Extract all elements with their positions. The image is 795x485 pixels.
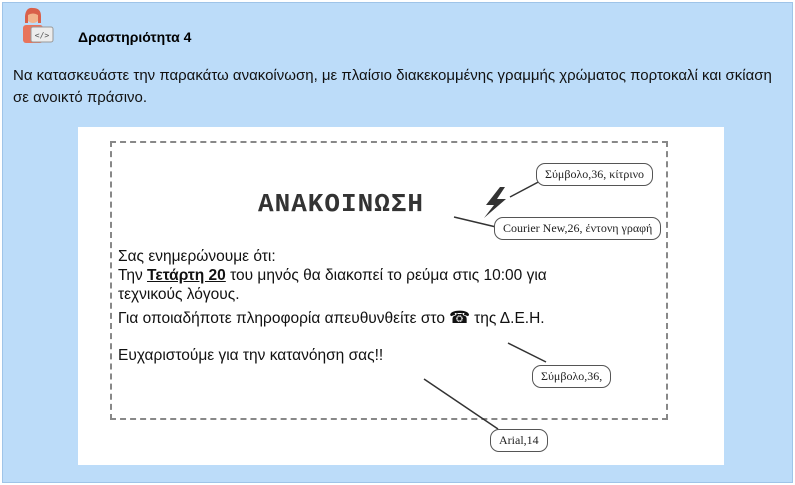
svg-text:</>: </>	[34, 31, 50, 40]
callout-symbol-36: Σύμβολο,36,	[532, 365, 611, 388]
activity-panel	[2, 2, 793, 483]
telephone-icon: ☎	[448, 308, 471, 327]
day-highlight: Τετάρτη 20	[147, 267, 226, 284]
instructions-text: Να κατασκευάστε την παρακάτω ανακοίνωση, με πλαίσιο διακεκομμένης γραμμής χρώματος πορτοκαλί και σκίαση σε ανοικτό πράσινο.	[13, 67, 772, 106]
body-line-3: τεχνικούς λόγους.	[118, 286, 240, 303]
leader-symbol-36	[508, 343, 546, 362]
leader-arial	[424, 379, 498, 429]
leader-courier	[454, 217, 496, 227]
body-line-2: Την Τετάρτη 20 του μηνός θα διακοπεί το ρεύμα στις 10:00 για	[118, 267, 547, 284]
body-line-1: Σας ενημερώνουμε ότι:	[118, 248, 276, 265]
callout-symbol-yellow: Σύμβολο,36, κίτρινο	[536, 163, 653, 186]
callout-arial: Arial,14	[490, 429, 548, 452]
thanks-line: Ευχαριστούμε για την κατανόηση σας!!	[118, 347, 384, 364]
activity-title: Δραστηριότητα 4	[78, 29, 192, 45]
announcement-heading: ΑΝΑΚΟΙΝΩΣΗ	[258, 189, 425, 219]
body-line-4: Για οποιαδήποτε πληροφορία απευθυνθείτε στο ☎ της Δ.Ε.Η.	[118, 308, 545, 327]
callout-courier: Courier New,26, έντονη γραφή	[494, 217, 661, 240]
announcement-image	[78, 127, 724, 465]
coder-avatar-icon	[17, 7, 55, 45]
